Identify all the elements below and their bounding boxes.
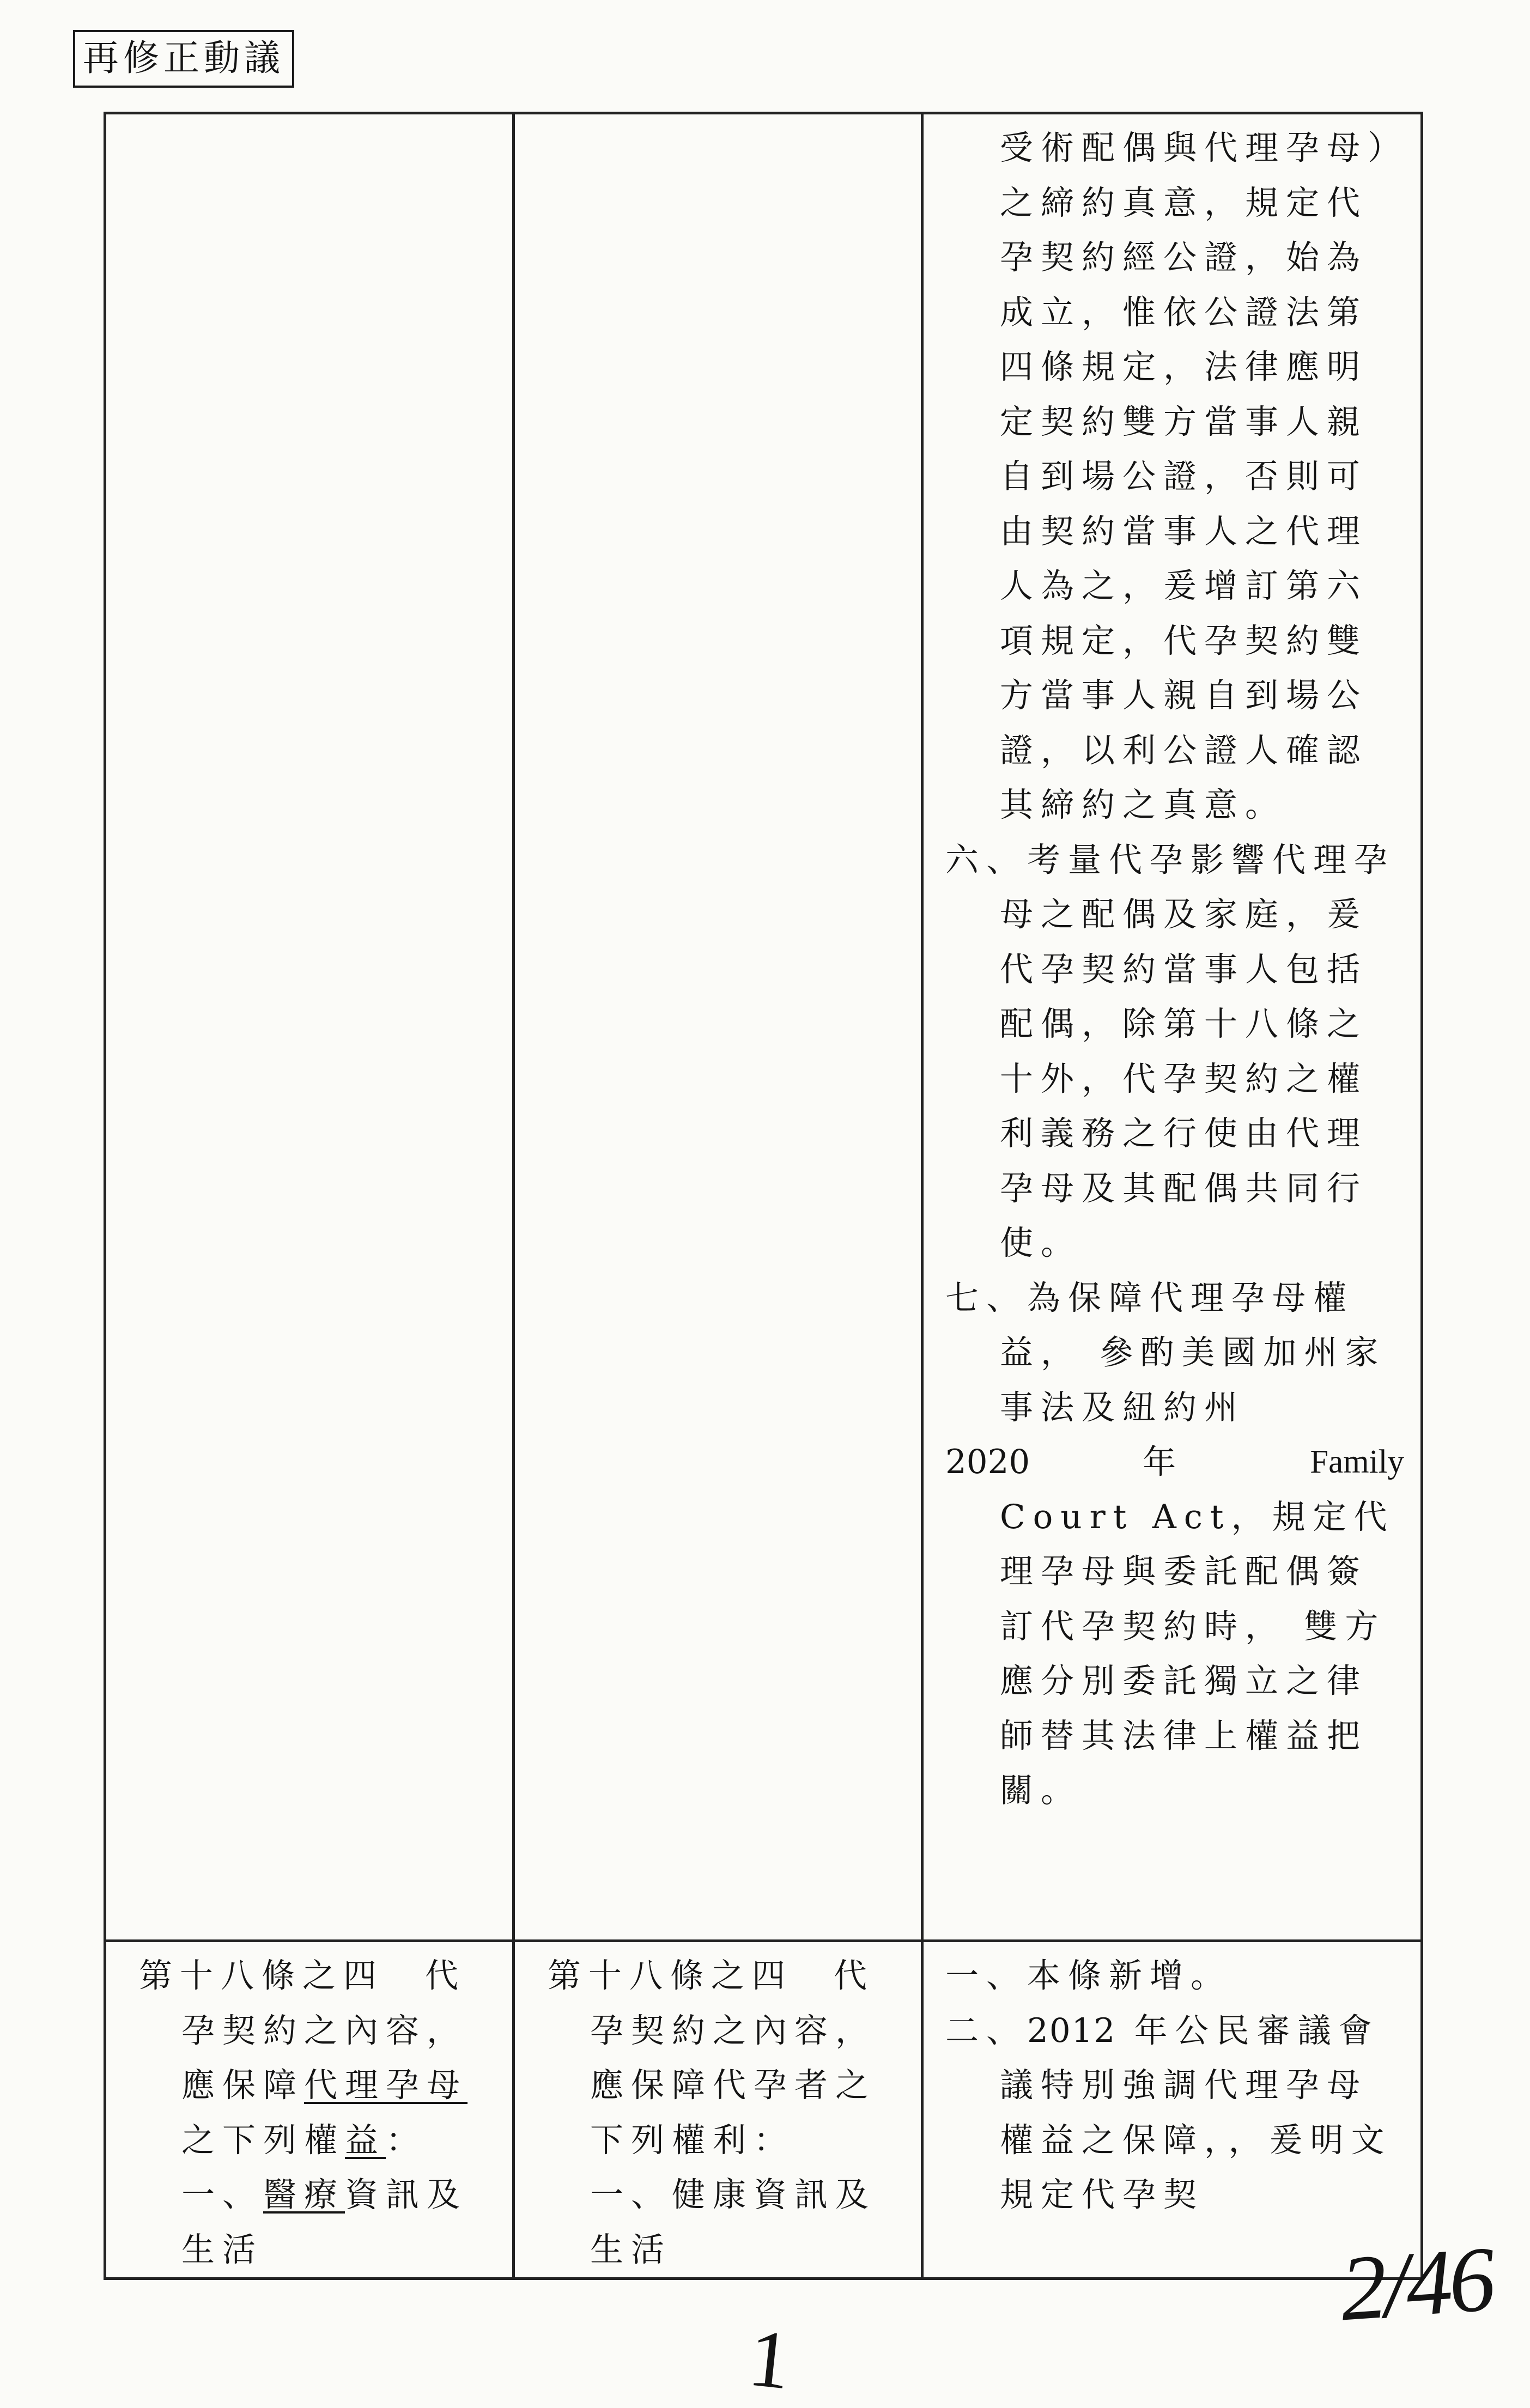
original-article-cell xyxy=(514,1941,922,2279)
col1-mid: 之下列權 xyxy=(181,2120,345,2160)
item2-year: 2012 xyxy=(1027,2011,1116,2050)
document-stamp: 再修正動議 xyxy=(73,30,294,88)
col1-item1-pre: 一、 xyxy=(181,2175,264,2214)
amended-item-1 xyxy=(139,2168,501,2277)
handwritten-page-number: 2/46 xyxy=(1337,2227,1496,2340)
item7-text-part2: Court Act，規定代理孕母與委託配偶簽訂代孕契約時， 雙方應分別委託獨立之律師替其法律上權益把關。 xyxy=(1000,1497,1395,1810)
col1-item1-post: 資訊及生活 xyxy=(181,2175,468,2269)
col1-underlined-benefit: 益 xyxy=(345,2120,386,2160)
original-text-cell xyxy=(514,113,922,1941)
explanation-cell xyxy=(922,113,1422,1941)
original-article-text: 第十八條之四 代孕契約之內容，應保障代孕者之下列權利： xyxy=(548,1956,877,2160)
table-row xyxy=(105,1941,1422,2279)
item2-post: 年公民審議會議特別強調代理孕母權益之保障，，爰明文規定代孕契 xyxy=(1000,2011,1392,2214)
col1-lead: 第十八條之四 代孕契約之內容，應保障 xyxy=(139,1956,468,2105)
explanation-item-6: 六、考量代孕影響代理孕母之配偶及家庭，爰代孕契約當事人包括配偶，除第十八條之十外，代孕契約之權利義務之行使由代理孕母及其配偶共同行使。 xyxy=(945,840,1395,1262)
explanation-new-item-1: 一、本條新增。 xyxy=(945,1956,1232,1995)
col1-underlined-surrogate: 代理孕母 xyxy=(304,2066,468,2105)
explanation-continuation: 受術配偶與代理孕母）之締約真意，規定代孕契約經公證，始為成立，惟依公證法第四條規定，法律應明定契約雙方當事人親自到場公證，否則可由契約當事人之代理人為之，爰增訂第六項規定，代孕契約雙方當事人親自到場公證，以利公證人確認其締約之真意。 xyxy=(1000,129,1392,824)
item7-justified-line: 2020 年 Family xyxy=(1000,1435,1404,1490)
amended-article-cell xyxy=(105,1941,514,2279)
amended-text-cell xyxy=(105,113,514,1941)
item7-family: Family xyxy=(1310,1444,1404,1480)
original-item-1: 一、健康資訊及生活 xyxy=(590,2175,877,2269)
explanation-new-item-2 xyxy=(945,2004,1404,2223)
amended-article-text xyxy=(139,1949,501,2168)
explanation-article-cell xyxy=(922,1941,1422,2279)
item7-text-part1: 七、為保障代理孕母權益， 參酌美國加州家事法及紐約州 xyxy=(945,1278,1386,1427)
explanation-item-7 xyxy=(945,1271,1404,1819)
comparison-table xyxy=(104,112,1423,2280)
handwritten-mark: 1 xyxy=(744,2312,795,2407)
item7-year: 2020 xyxy=(945,1443,1030,1481)
col1-end: ： xyxy=(386,2120,427,2160)
col1-item1-underlined: 醫療 xyxy=(263,2175,345,2214)
table-row xyxy=(105,113,1422,1941)
item2-pre: 二、 xyxy=(945,2011,1028,2050)
